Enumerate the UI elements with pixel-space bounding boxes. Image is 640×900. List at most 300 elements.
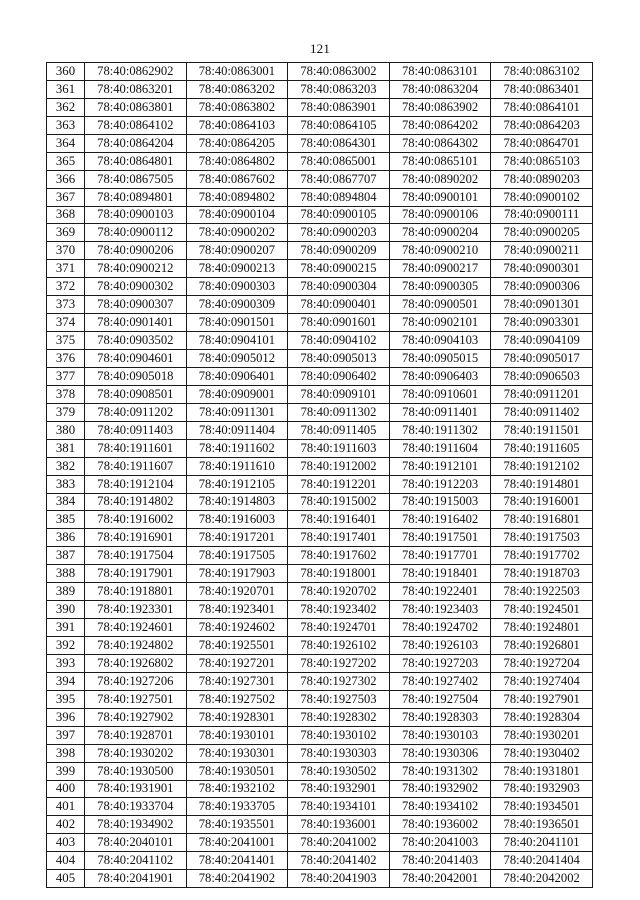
row-number-cell: 402 [47,816,85,834]
cadastral-number-cell: 78:40:0909101 [288,385,390,403]
cadastral-number-cell: 78:40:1932901 [288,780,390,798]
row-number-cell: 378 [47,385,85,403]
cadastral-number-cell: 78:40:0864205 [186,134,288,152]
cadastral-number-cell: 78:40:0911302 [288,403,390,421]
table-row [47,690,593,708]
cadastral-number-cell: 78:40:1930101 [186,726,288,744]
cadastral-number-cell: 78:40:2041003 [389,834,491,852]
cadastral-number-cell: 78:40:1928701 [85,726,187,744]
row-number-cell: 391 [47,619,85,637]
table-row [47,762,593,780]
cadastral-number-cell: 78:40:1927204 [491,654,593,672]
cadastral-number-cell: 78:40:0900102 [491,188,593,206]
table-row [47,583,593,601]
cadastral-number-cell: 78:40:0864802 [186,152,288,170]
cadastral-number-cell: 78:40:1930306 [389,744,491,762]
cadastral-number-cell: 78:40:0864202 [389,116,491,134]
cadastral-number-cell: 78:40:1917702 [491,547,593,565]
cadastral-number-cell: 78:40:1916001 [491,493,593,511]
table-row [47,511,593,529]
cadastral-number-cell: 78:40:1927502 [186,690,288,708]
cadastral-number-cell: 78:40:2042002 [491,870,593,888]
cadastral-number-cell: 78:40:0900306 [491,278,593,296]
cadastral-number-cell: 78:40:1916801 [491,511,593,529]
cadastral-number-cell: 78:40:0900209 [288,242,390,260]
cadastral-number-cell: 78:40:1928302 [288,708,390,726]
cadastral-number-cell: 78:40:0904601 [85,350,187,368]
cadastral-number-cell: 78:40:1912203 [389,475,491,493]
cadastral-number-cell: 78:40:0863203 [288,80,390,98]
table-row [47,529,593,547]
cadastral-number-cell: 78:40:1917901 [85,565,187,583]
cadastral-number-cell: 78:40:0911401 [389,403,491,421]
cadastral-number-cell: 78:40:1933705 [186,798,288,816]
row-number-cell: 368 [47,206,85,224]
cadastral-number-cell: 78:40:2042001 [389,870,491,888]
cadastral-number-cell: 78:40:0900203 [288,224,390,242]
row-number-cell: 397 [47,726,85,744]
cadastral-number-cell: 78:40:0865101 [389,152,491,170]
cadastral-number-cell: 78:40:1927301 [186,672,288,690]
row-number-cell: 381 [47,439,85,457]
table-row [47,134,593,152]
table-row [47,816,593,834]
cadastral-number-cell: 78:40:0900104 [186,206,288,224]
cadastral-number-cell: 78:40:0864701 [491,134,593,152]
row-number-cell: 370 [47,242,85,260]
table-row [47,206,593,224]
cadastral-number-cell: 78:40:0900501 [389,296,491,314]
cadastral-number-cell: 78:40:0900213 [186,260,288,278]
cadastral-number-cell: 78:40:0864102 [85,116,187,134]
cadastral-number-cell: 78:40:1920701 [186,583,288,601]
cadastral-number-cell: 78:40:0900205 [491,224,593,242]
cadastral-number-cell: 78:40:1912101 [389,457,491,475]
cadastral-number-cell: 78:40:1917503 [491,529,593,547]
cadastral-number-cell: 78:40:0864801 [85,152,187,170]
table-row [47,619,593,637]
row-number-cell: 395 [47,690,85,708]
cadastral-number-cell: 78:40:1931801 [491,762,593,780]
table-row [47,798,593,816]
cadastral-number-cell: 78:40:0863901 [288,98,390,116]
row-number-cell: 372 [47,278,85,296]
cadastral-number-cell: 78:40:0863902 [389,98,491,116]
cadastral-number-cell: 78:40:0900309 [186,296,288,314]
cadastral-number-cell: 78:40:0863101 [389,63,491,81]
cadastral-number-cell: 78:40:1927902 [85,708,187,726]
cadastral-number-cell: 78:40:1911601 [85,439,187,457]
cadastral-number-cell: 78:40:1930402 [491,744,593,762]
row-number-cell: 377 [47,367,85,385]
cadastral-number-cell: 78:40:0863002 [288,63,390,81]
cadastral-number-cell: 78:40:2041901 [85,870,187,888]
cadastral-number-cell: 78:40:1917401 [288,529,390,547]
row-number-cell: 403 [47,834,85,852]
table-row [47,780,593,798]
cadastral-number-cell: 78:40:1927202 [288,654,390,672]
row-number-cell: 363 [47,116,85,134]
row-number-cell: 404 [47,852,85,870]
cadastral-number-cell: 78:40:0901401 [85,314,187,332]
table-row [47,493,593,511]
cadastral-number-cell: 78:40:1923401 [186,601,288,619]
cadastral-number-cell: 78:40:1918703 [491,565,593,583]
cadastral-number-cell: 78:40:0900302 [85,278,187,296]
cadastral-number-cell: 78:40:0900112 [85,224,187,242]
table-row [47,421,593,439]
cadastral-number-cell: 78:40:0900215 [288,260,390,278]
row-number-cell: 400 [47,780,85,798]
cadastral-number-cell: 78:40:1930301 [186,744,288,762]
cadastral-number-cell: 78:40:0894801 [85,188,187,206]
cadastral-number-cell: 78:40:1927302 [288,672,390,690]
cadastral-number-cell: 78:40:2041001 [186,834,288,852]
cadastral-number-cell: 78:40:1928304 [491,708,593,726]
cadastral-number-cell: 78:40:2041902 [186,870,288,888]
cadastral-number-cell: 78:40:0865001 [288,152,390,170]
cadastral-number-cell: 78:40:1912105 [186,475,288,493]
cadastral-number-cell: 78:40:1927404 [491,672,593,690]
cadastral-number-cell: 78:40:1930500 [85,762,187,780]
cadastral-number-cell: 78:40:1916901 [85,529,187,547]
cadastral-number-cell: 78:40:1931302 [389,762,491,780]
table-row [47,385,593,403]
table-row [47,63,593,81]
table-row [47,314,593,332]
cadastral-number-cell: 78:40:0867707 [288,170,390,188]
row-number-cell: 360 [47,63,85,81]
cadastral-number-cell: 78:40:1924801 [491,619,593,637]
cadastral-number-cell: 78:40:0894802 [186,188,288,206]
cadastral-number-cell: 78:40:1930201 [491,726,593,744]
cadastral-number-cell: 78:40:1927203 [389,654,491,672]
cadastral-number-cell: 78:40:2041002 [288,834,390,852]
cadastral-number-cell: 78:40:0862902 [85,63,187,81]
cadastral-number-cell: 78:40:1934902 [85,816,187,834]
table-row [47,547,593,565]
table-row [47,188,593,206]
row-number-cell: 367 [47,188,85,206]
row-number-cell: 382 [47,457,85,475]
row-number-cell: 399 [47,762,85,780]
cadastral-number-cell: 78:40:0863401 [491,80,593,98]
cadastral-number-cell: 78:40:0864101 [491,98,593,116]
cadastral-number-cell: 78:40:1928303 [389,708,491,726]
cadastral-number-cell: 78:40:1912104 [85,475,187,493]
table-row [47,98,593,116]
cadastral-number-cell: 78:40:0900206 [85,242,187,260]
cadastral-number-cell: 78:40:0903301 [491,314,593,332]
cadastral-number-cell: 78:40:1930501 [186,762,288,780]
cadastral-number-cell: 78:40:0864203 [491,116,593,134]
cadastral-number-cell: 78:40:0864103 [186,116,288,134]
cadastral-number-cell: 78:40:1912102 [491,457,593,475]
cadastral-number-cell: 78:40:0900207 [186,242,288,260]
cadastral-number-cell: 78:40:0890203 [491,170,593,188]
cadastral-number-cell: 78:40:1912002 [288,457,390,475]
table-row [47,457,593,475]
cadastral-number-cell: 78:40:0863201 [85,80,187,98]
cadastral-number-cell: 78:40:1936001 [288,816,390,834]
cadastral-number-cell: 78:40:1934501 [491,798,593,816]
cadastral-number-cell: 78:40:0906503 [491,367,593,385]
cadastral-number-cell: 78:40:0865103 [491,152,593,170]
cadastral-number-cell: 78:40:1917201 [186,529,288,547]
cadastral-number-cell: 78:40:1911605 [491,439,593,457]
cadastral-number-cell: 78:40:0904102 [288,332,390,350]
table-row [47,260,593,278]
cadastral-number-cell: 78:40:1923402 [288,601,390,619]
cadastral-number-cell: 78:40:1936501 [491,816,593,834]
cadastral-number-cell: 78:40:0867505 [85,170,187,188]
row-number-cell: 405 [47,870,85,888]
cadastral-number-cell: 78:40:0911405 [288,421,390,439]
table-row [47,350,593,368]
table-row [47,224,593,242]
cadastral-number-cell: 78:40:1918401 [389,565,491,583]
cadastral-number-cell: 78:40:1917501 [389,529,491,547]
cadastral-number-cell: 78:40:0900105 [288,206,390,224]
cadastral-number-cell: 78:40:0905015 [389,350,491,368]
cadastral-number-cell: 78:40:0863802 [186,98,288,116]
table-row [47,708,593,726]
cadastral-number-cell: 78:40:1935501 [186,816,288,834]
cadastral-number-cell: 78:40:1922503 [491,583,593,601]
table-row [47,672,593,690]
row-number-cell: 401 [47,798,85,816]
cadastral-number-cell: 78:40:2041101 [491,834,593,852]
cadastral-number-cell: 78:40:0900202 [186,224,288,242]
cadastral-number-cell: 78:40:0900204 [389,224,491,242]
cadastral-number-cell: 78:40:0904109 [491,332,593,350]
cadastral-number-cell: 78:40:1933704 [85,798,187,816]
cadastral-number-cell: 78:40:0904103 [389,332,491,350]
cadastral-number-cell: 78:40:1911302 [389,421,491,439]
table-row [47,834,593,852]
cadastral-number-cell: 78:40:0867602 [186,170,288,188]
cadastral-number-cell: 78:40:0863202 [186,80,288,98]
cadastral-number-cell: 78:40:2041403 [389,852,491,870]
row-number-cell: 392 [47,637,85,655]
cadastral-number-cell: 78:40:0905012 [186,350,288,368]
cadastral-number-cell: 78:40:0864105 [288,116,390,134]
cadastral-number-cell: 78:40:1914801 [491,475,593,493]
cadastral-number-cell: 78:40:0908501 [85,385,187,403]
cadastral-number-cell: 78:40:1932902 [389,780,491,798]
row-number-cell: 373 [47,296,85,314]
cadastral-number-cell: 78:40:1934102 [389,798,491,816]
cadastral-table-body [47,63,593,888]
table-row [47,367,593,385]
cadastral-number-cell: 78:40:1932102 [186,780,288,798]
cadastral-number-cell: 78:40:1914803 [186,493,288,511]
row-number-cell: 371 [47,260,85,278]
cadastral-number-cell: 78:40:1916002 [85,511,187,529]
cadastral-number-cell: 78:40:0900111 [491,206,593,224]
cadastral-number-cell: 78:40:1932903 [491,780,593,798]
cadastral-number-cell: 78:40:1915003 [389,493,491,511]
cadastral-number-cell: 78:40:0906401 [186,367,288,385]
cadastral-number-cell: 78:40:0911404 [186,421,288,439]
cadastral-number-cell: 78:40:0909001 [186,385,288,403]
row-number-cell: 388 [47,565,85,583]
cadastral-number-cell: 78:40:1924701 [288,619,390,637]
row-number-cell: 366 [47,170,85,188]
page-number: 121 [309,41,331,56]
cadastral-number-cell: 78:40:1911602 [186,439,288,457]
cadastral-number-cell: 78:40:0864302 [389,134,491,152]
cadastral-number-cell: 78:40:1924601 [85,619,187,637]
cadastral-number-cell: 78:40:0900103 [85,206,187,224]
cadastral-number-cell: 78:40:0906402 [288,367,390,385]
cadastral-number-cell: 78:40:1916402 [389,511,491,529]
cadastral-number-cell: 78:40:1918801 [85,583,187,601]
cadastral-number-cell: 78:40:0911301 [186,403,288,421]
cadastral-number-cell: 78:40:0900305 [389,278,491,296]
cadastral-number-cell: 78:40:1927901 [491,690,593,708]
cadastral-number-cell: 78:40:0863801 [85,98,187,116]
cadastral-number-cell: 78:40:1936002 [389,816,491,834]
table-row [47,296,593,314]
table-row [47,332,593,350]
row-number-cell: 379 [47,403,85,421]
row-number-cell: 398 [47,744,85,762]
row-number-cell: 384 [47,493,85,511]
row-number-cell: 380 [47,421,85,439]
cadastral-number-cell: 78:40:1916003 [186,511,288,529]
cadastral-number-cell: 78:40:0901301 [491,296,593,314]
row-number-cell: 394 [47,672,85,690]
cadastral-number-cell: 78:40:0863102 [491,63,593,81]
cadastral-number-cell: 78:40:1934101 [288,798,390,816]
cadastral-number-cell: 78:40:1916401 [288,511,390,529]
cadastral-number-cell: 78:40:0900101 [389,188,491,206]
cadastral-number-cell: 78:40:1911610 [186,457,288,475]
cadastral-number-cell: 78:40:0911201 [491,385,593,403]
cadastral-number-cell: 78:40:0911202 [85,403,187,421]
row-number-cell: 361 [47,80,85,98]
row-number-cell: 374 [47,314,85,332]
cadastral-number-cell: 78:40:1911604 [389,439,491,457]
cadastral-number-cell: 78:40:1926801 [491,637,593,655]
cadastral-number-cell: 78:40:1917701 [389,547,491,565]
cadastral-number-cell: 78:40:2041903 [288,870,390,888]
row-number-cell: 393 [47,654,85,672]
cadastral-number-cell: 78:40:1917903 [186,565,288,583]
row-number-cell: 365 [47,152,85,170]
cadastral-number-cell: 78:40:1927501 [85,690,187,708]
cadastral-number-cell: 78:40:0904101 [186,332,288,350]
cadastral-number-cell: 78:40:1924602 [186,619,288,637]
cadastral-number-cell: 78:40:1926102 [288,637,390,655]
cadastral-number-cell: 78:40:1927504 [389,690,491,708]
cadastral-number-cell: 78:40:0900303 [186,278,288,296]
cadastral-number-cell: 78:40:2041404 [491,852,593,870]
cadastral-number-cell: 78:40:0900106 [389,206,491,224]
cadastral-number-cell: 78:40:0864301 [288,134,390,152]
cadastral-number-cell: 78:40:0864204 [85,134,187,152]
table-row [47,278,593,296]
table-row [47,601,593,619]
row-number-cell: 362 [47,98,85,116]
cadastral-number-cell: 78:40:1911607 [85,457,187,475]
table-row [47,870,593,888]
cadastral-number-cell: 78:40:1927206 [85,672,187,690]
cadastral-number-cell: 78:40:2040101 [85,834,187,852]
table-row [47,475,593,493]
row-number-cell: 375 [47,332,85,350]
row-number-cell: 369 [47,224,85,242]
cadastral-number-cell: 78:40:0894804 [288,188,390,206]
cadastral-number-cell: 78:40:0900304 [288,278,390,296]
cadastral-number-cell: 78:40:1924802 [85,637,187,655]
cadastral-number-cell: 78:40:2041102 [85,852,187,870]
cadastral-number-cell: 78:40:1911603 [288,439,390,457]
cadastral-number-cell: 78:40:0905018 [85,367,187,385]
cadastral-number-cell: 78:40:1923403 [389,601,491,619]
cadastral-number-cell: 78:40:1927503 [288,690,390,708]
table-row [47,439,593,457]
cadastral-number-cell: 78:40:0902101 [389,314,491,332]
table-row [47,403,593,421]
cadastral-number-cell: 78:40:1930303 [288,744,390,762]
cadastral-number-cell: 78:40:0911403 [85,421,187,439]
cadastral-number-cell: 78:40:1922401 [389,583,491,601]
cadastral-number-cell: 78:40:0910601 [389,385,491,403]
cadastral-table [46,62,593,888]
cadastral-number-cell: 78:40:1911501 [491,421,593,439]
cadastral-number-cell: 78:40:1930102 [288,726,390,744]
row-number-cell: 383 [47,475,85,493]
cadastral-number-cell: 78:40:0903502 [85,332,187,350]
cadastral-number-cell: 78:40:1928301 [186,708,288,726]
row-number-cell: 385 [47,511,85,529]
cadastral-number-cell: 78:40:0900217 [389,260,491,278]
cadastral-number-cell: 78:40:1926802 [85,654,187,672]
cadastral-number-cell: 78:40:0901501 [186,314,288,332]
row-number-cell: 387 [47,547,85,565]
cadastral-number-cell: 78:40:1931901 [85,780,187,798]
cadastral-number-cell: 78:40:0900401 [288,296,390,314]
table-row [47,152,593,170]
cadastral-number-cell: 78:40:0900307 [85,296,187,314]
cadastral-number-cell: 78:40:0901601 [288,314,390,332]
cadastral-number-cell: 78:40:1923301 [85,601,187,619]
table-row [47,116,593,134]
cadastral-number-cell: 78:40:0905013 [288,350,390,368]
cadastral-number-cell: 78:40:1912201 [288,475,390,493]
cadastral-number-cell: 78:40:0911402 [491,403,593,421]
cadastral-number-cell: 78:40:0900301 [491,260,593,278]
table-row [47,80,593,98]
cadastral-number-cell: 78:40:1917505 [186,547,288,565]
cadastral-number-cell: 78:40:1915002 [288,493,390,511]
cadastral-number-cell: 78:40:1924702 [389,619,491,637]
row-number-cell: 386 [47,529,85,547]
table-row [47,726,593,744]
table-row [47,170,593,188]
cadastral-number-cell: 78:40:1918001 [288,565,390,583]
table-row [47,654,593,672]
cadastral-number-cell: 78:40:1930502 [288,762,390,780]
cadastral-number-cell: 78:40:0906403 [389,367,491,385]
cadastral-number-cell: 78:40:0890202 [389,170,491,188]
cadastral-number-cell: 78:40:0900210 [389,242,491,260]
cadastral-number-cell: 78:40:1930103 [389,726,491,744]
cadastral-number-cell: 78:40:1930202 [85,744,187,762]
row-number-cell: 376 [47,350,85,368]
